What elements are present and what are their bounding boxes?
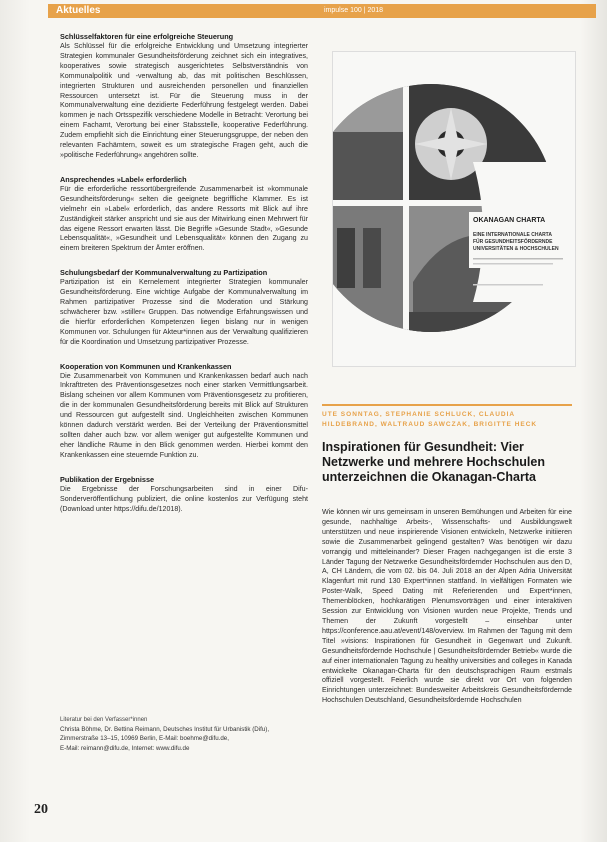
- heading-schulung: Schulungsbedarf der Kommunalverwaltung zu Partizipation: [60, 268, 268, 278]
- cover-graphic: [333, 52, 575, 366]
- article-headline: Inspirationen für Gesundheit: Vier Netzwerke und mehrere Hochschulen unterzeichnen die Okanagan-Charta: [322, 440, 545, 484]
- author-label: Literatur bei den Verfasser*innen: [60, 717, 148, 723]
- para-steuerung: Als Schlüssel für die erfolgreiche Entwicklung und Umsetzung integrierter Strategien kommunaler Gesundheitsförderung zeichnet sich ein integratives, kooperatives sowie strategisch ausgerichtetes Selbstverständnis von Kommunalpolitik und -verwaltung ab, das mit politischen Beschlüssen, integrierten Strukturen und ausreichenden personellen und finanziellen Ressourcen untersetzt ist. Für die Steuerung muss in der Kommunalverwaltung eine dezidierte Federführung festgelegt werden. Dabei kommen je nach Ortsspezifik verschiedene Modelle in Betracht: Verortung bei einem Fachamt, Verortung bei einer Stabsstelle, kooperative Federführung. Zudem empfiehlt sich die Einrichtung einer Steuerungsgruppe, der neben den relevanten Fachämtern, soweit es um strategische Fragen geht, auch die »politische Federführung« angehören sollte.: [60, 42, 308, 159]
- para-schulung: Partizipation ist ein Kernelement integrierter Strategien kommunaler Gesundheitsförderung. Eine wichtige Aufgabe der Kommunalverwaltung im Rahmen partizipativer Prozesse sind die Moderation und Stärkung schwächerer bzw. »stiller« Gruppen. Das notwendige Erfahrungswissen und die hierfür erforderlichen Kompetenzen liegen bislang nur in wenigen Kommunen vor. Schulungen für Akteur*innen aus der Verwaltung qualifizieren für die Koordination und Umsetzung partizipativer Prozesse.: [60, 278, 308, 346]
- section-header-bar: [48, 4, 596, 18]
- heading-kooperation: Kooperation von Kommunen und Krankenkassen: [60, 361, 232, 371]
- article-authors: UTE SONNTAG, STEPHANIE SCHLUCK, CLAUDIA HILDEBRAND, WALTRAUD SAWCZAK, BRIGITTE HECK: [322, 411, 538, 428]
- page-number: 20: [34, 802, 48, 817]
- para-kooperation: Die Zusammenarbeit von Kommunen und Krankenkassen bedarf auch nach Inkrafttreten des Präventionsgesetzes noch einer starken Vermittlungsarbeit. Bislang scheinen vor allem Kommunen vom Präventionsgesetz zu profitieren, die in der kommunalen Gesundheitsförderung bereits mit Blick auf Strukturen und Ressourcen gut aufgestellt sind. Ungleichheiten zwischen Kommunen können dadurch verstärkt werden. Bei der Verteilung der Präventionsmittel sollten daher auch bzw. vor allem weniger gut aufgestellte Kommunen und eher ländliche Räume in den Blick genommen werden. Hierbei kommt den Krankenkassen eine steuernde Funktion zu.: [60, 371, 308, 459]
- cover-subtitle-2: FÜR GESUNDHEITSFÖRDERNDE: [473, 239, 553, 245]
- section-label: Aktuelles: [56, 5, 101, 16]
- cover-subtitle-1: EINE INTERNATIONALE CHARTA: [473, 232, 552, 238]
- right-column: [322, 508, 572, 720]
- heading-steuerung: Schlüsselfaktoren für eine erfolgreiche Steuerung: [60, 32, 234, 41]
- divider-rule: [322, 404, 572, 406]
- cover-subtitle-3: UNIVERSITÄTEN & HOCHSCHULEN: [473, 246, 559, 252]
- left-column: [60, 32, 308, 528]
- author-email: E-Mail: reimann@difu.de, Internet: www.difu.de: [60, 744, 190, 752]
- article-body: Wie können wir uns gemeinsam in unseren Bemühungen und Arbeiten für eine gesunde, nachhaltige Arbeits-, Wissenschafts- und Ausbildungswelt unterstützen und neue inspirierende Visionen entwickeln, Netzwerke initiieren sowie die Zusammenarbeit gelingend gestalten? Was benötigen wir dazu vorrangig und mitteleinander? Dieser Fragen nachgegangen ist die erste 3 Länder Tagung der Netzwerke Gesundheitsfördernder Hochschulen aus den D, A, CH Ländern, die vom 02. bis 04. Juli 2018 an der Alpen Adria Universität Klagenfurt mit rund 130 Expert*innen stattfand. In vielfältigen Formaten wie Poster-Walk, Speed Dating mit Referierenden und Expert*innen, Themenblöcken, hochkarätigen Plenumsvorträgen und einer interaktiven Session zur Entwicklung von Visionen wurden neue Projekte, Trends und Themen der Zukunft vorgestellt – einsehbar unter https://conference.aau.at/event/148/overview. Im Rahmen der Tagung mit dem Titel »visions: Inspirationen für Gesundheit in Gegenwart und Zukunft. Gesundheitsfördernde Hochschule | Gesundheitsfördernder Betrieb« wurde die auf einer internationalen Tagung zu healthy universities and colleges in Kanada entwickelte Okanagan-Charta für den deutschsprachigen Raum erstmals offiziell vorgestellt. Feierlich wurde sie direkt vor Ort von folgenden Einrichtungen unterzeichnet: Bundesweiter Arbeitskreis Gesundheitsfördernde Hochschulen Deutschland, Gesundheitsfördernde Hochschulen: [322, 508, 572, 705]
- author-info: [60, 716, 308, 753]
- charter-cover-image: [333, 52, 575, 366]
- author-name: Christa Böhme, Dr. Bettina Reimann, Deutsches Institut für Urbanistik (Difu), Zimmerstraße 13–15, 10969 Berlin, E-Mail: boehme@difu.de,: [60, 726, 270, 743]
- para-label: Für die erforderliche ressortübergreifende Zusammenarbeit ist »kommunale Gesundheitsförderung« selten die geeignete begriffliche Klammer. Es ist vielmehr ein »Label« erforderlich, das andere Ressorts mit Blick auf ihre Zuständigkeit stärker anspricht und sie aus der Mitwirkung einen Mehrwert für das eigene Ressort erwarten lässt. Die Begriffe »Gesunde Stadt«, »Gesunde Lebensqualität«, »Gesundheit und Lebensqualität« können den Zugang zu einem breiteren Spektrum der Ämter eröffnen.: [60, 184, 308, 253]
- heading-publikation: Publikation der Ergebnisse: [60, 474, 155, 484]
- issue-label: impulse 100 | 2018: [324, 7, 384, 14]
- para-publikation: Die Ergebnisse der Forschungsarbeiten sind in einer Difu-Sonderveröffentlichung publiziert, die online kostenlos zur Verfügung steht (Download unter https://difu.de/12018).: [60, 484, 308, 513]
- heading-label: Ansprechendes »Label« erforderlich: [60, 174, 187, 184]
- cover-title: OKANAGAN CHARTA: [473, 217, 546, 224]
